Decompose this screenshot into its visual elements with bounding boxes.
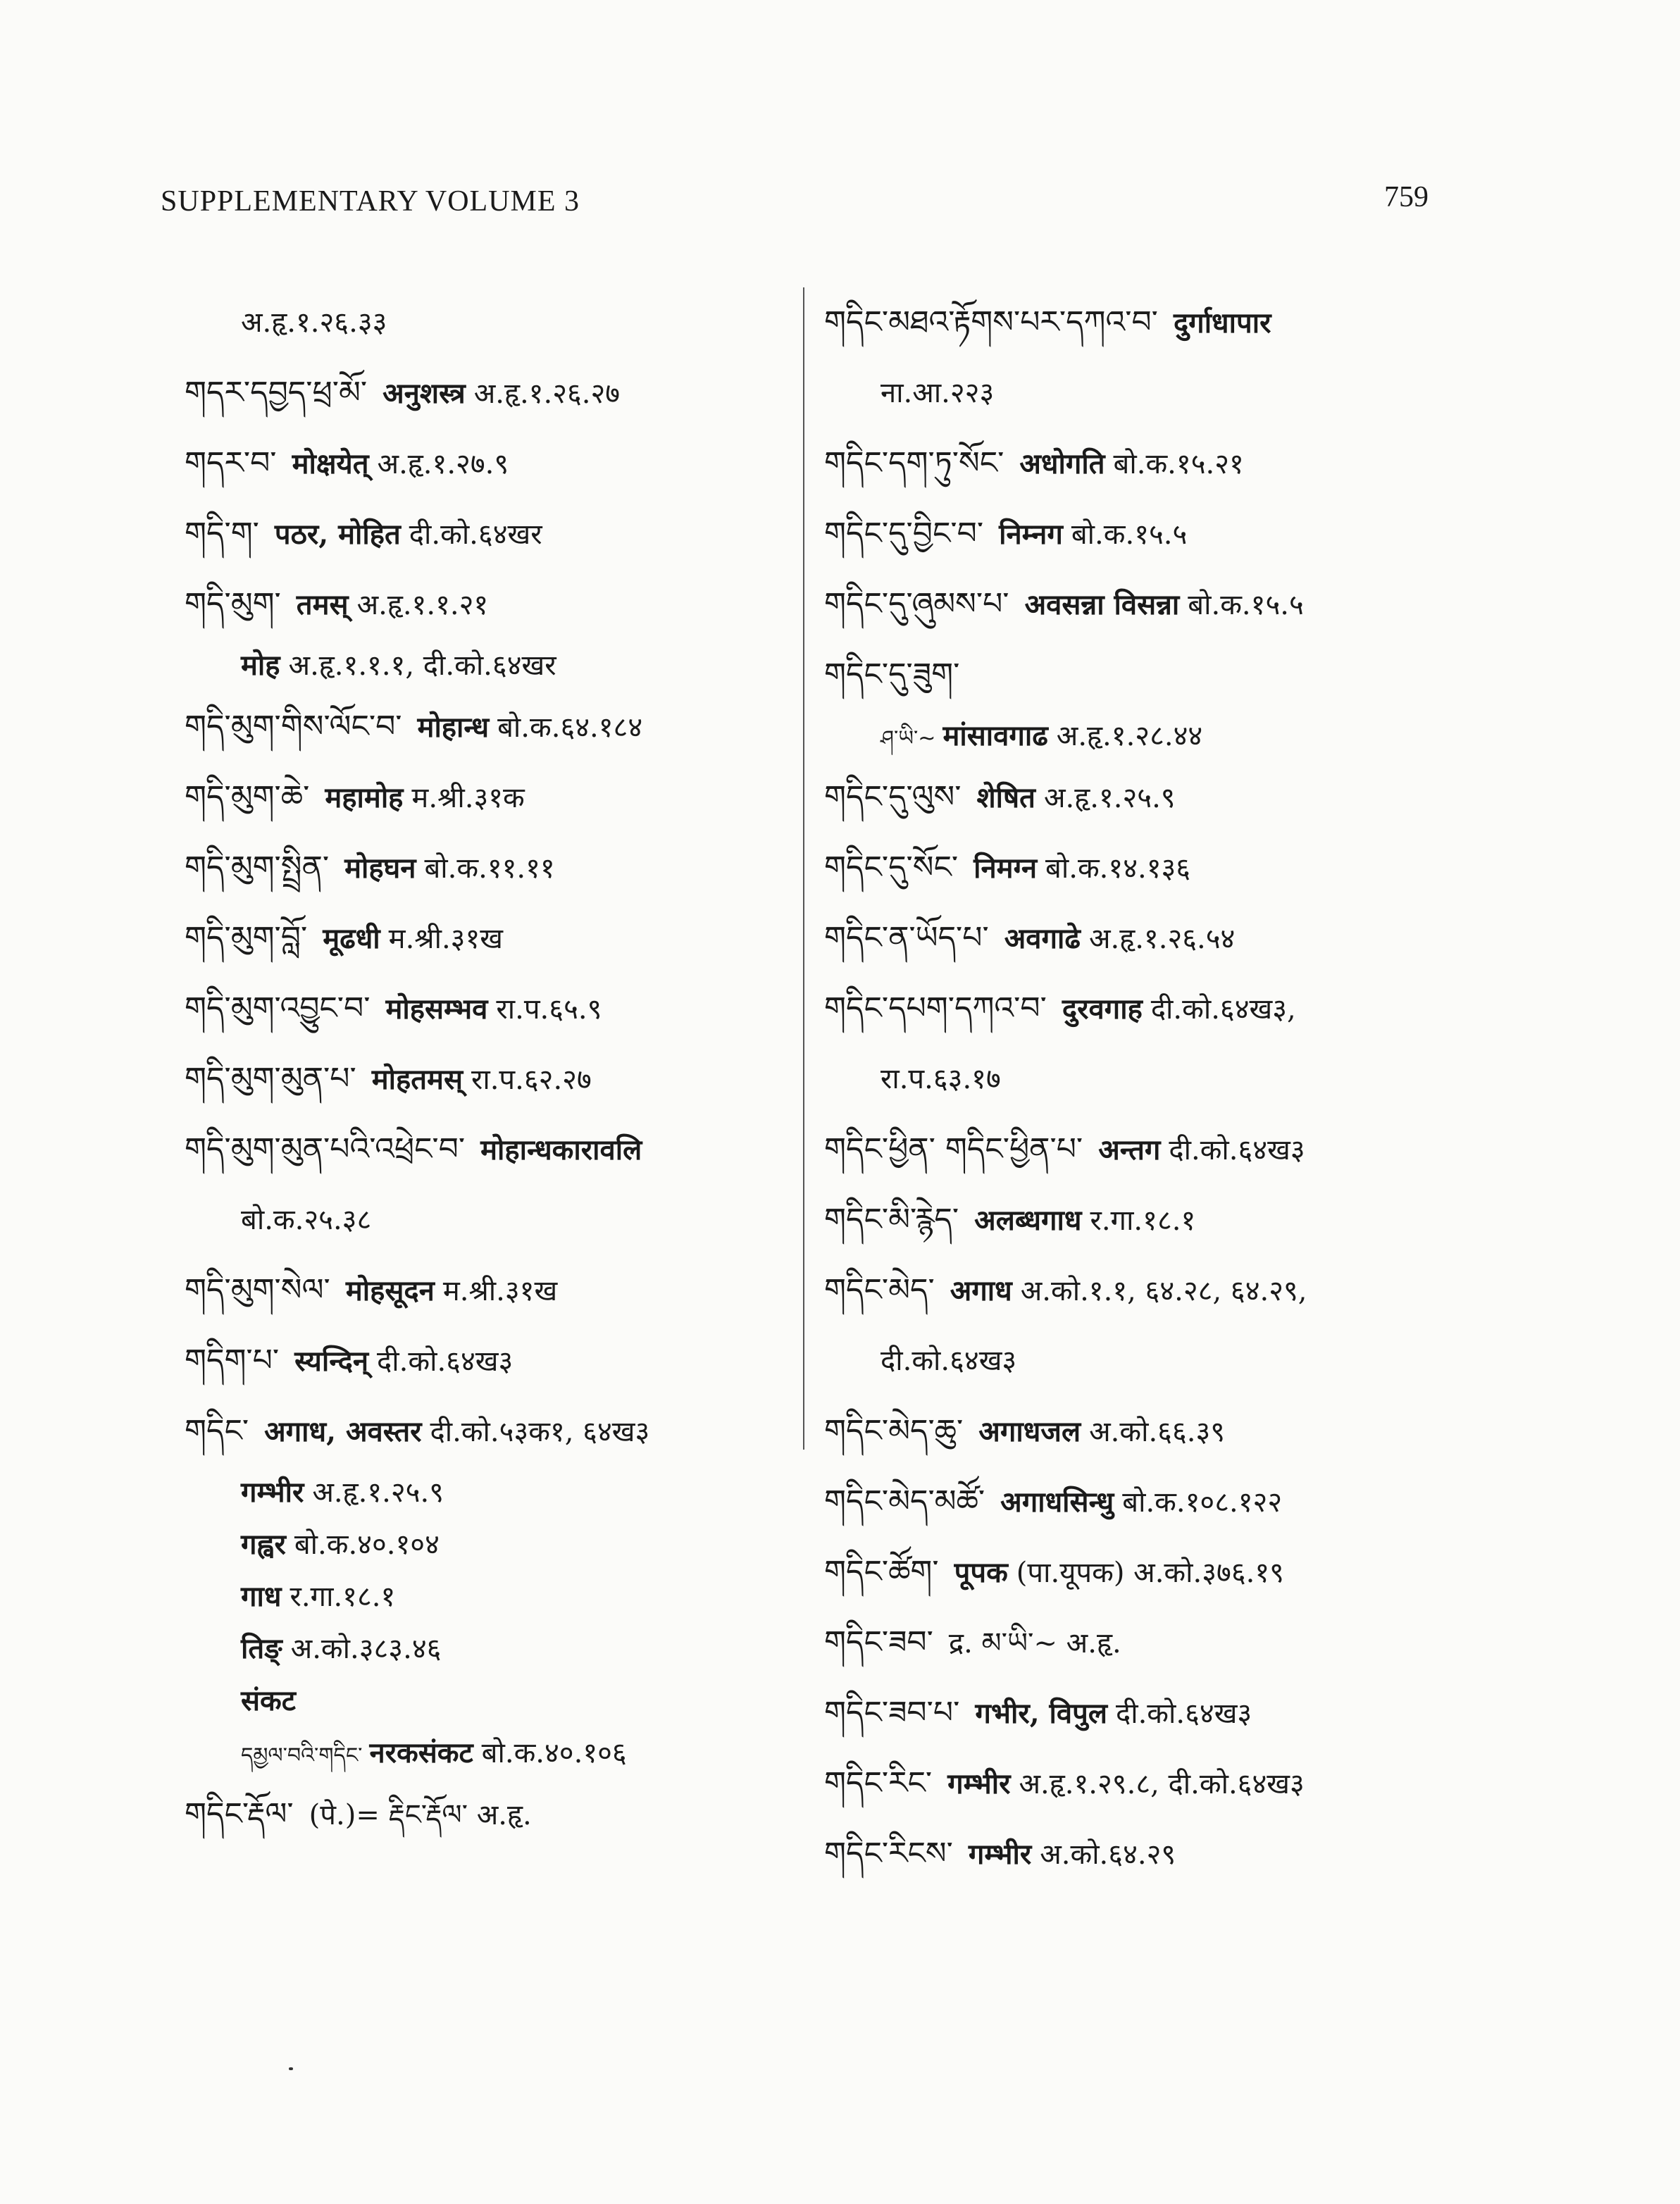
dictionary-entry [824,287,1458,358]
sub-entry [185,1727,804,1779]
sanskrit-equivalent: अन्तग [1098,1133,1161,1166]
tibetan-headword: གདིང་དུ་སོང་ [824,849,959,885]
stray-mark [289,2067,293,2070]
source-reference: अ.हृ.१.२७.९ [377,448,509,480]
sanskrit-equivalent: अगाध, अवस्तर [264,1415,422,1448]
tibetan-headword: གདིང་དག་ཏུ་སོང་ [824,445,1004,481]
tibetan-headword: གདི་མུག་བློ་ [185,920,308,956]
tibetan-headword: གདིང་དུ་ཞུམས་པ་ [824,586,1009,622]
dictionary-entry [824,1396,1458,1467]
tibetan-headword: གདིང་དུ་བྱིང་བ་ [824,516,984,552]
dictionary-entry [185,903,804,973]
dictionary-entry [824,640,1458,710]
source-reference: बो.क.१५.५ [1071,518,1188,551]
sanskrit-equivalent: निम्नग [999,518,1063,551]
tibetan-headword: གདིང་ཕྱིན་ གདིང་ཕྱིན་པ་ [824,1131,1083,1167]
source-reference: बो.क.२५.३८ [241,1204,372,1236]
dictionary-entry [185,358,804,428]
entry-continuation [824,1044,1458,1114]
source-reference: अ.हृ.१.२८.४४ [1056,720,1203,752]
dictionary-entry [824,973,1458,1044]
tibetan-headword: གདི་མུག་མུན་པའི་འཕྲེང་བ་ [185,1131,466,1167]
tibetan-headword: གདིང་མེད་མཚོ་ [824,1483,985,1519]
source-reference: दी.को.६४ख३, [1150,993,1296,1026]
dictionary-entry [185,569,804,640]
dictionary-entry [185,1044,804,1114]
tibetan-headword: གདར་བ་ [185,445,277,481]
tibetan-headword: གདི་མུག་སྤྲིན་ [185,849,330,885]
dictionary-entry [824,1185,1458,1255]
dictionary-entry [185,973,804,1044]
dictionary-entry [824,1748,1458,1819]
source-reference: अ.को.६४.२९ [1040,1838,1176,1871]
source-reference: रा.प.६२.२७ [471,1064,592,1096]
source-reference: बो.क.४०.१०६ [481,1737,627,1769]
source-reference: अ.को.३८३.४६ [290,1633,442,1665]
dictionary-entry [185,833,804,903]
sanskrit-equivalent: गम्भीर [241,1476,304,1509]
dictionary-entry [185,1255,804,1326]
sanskrit-equivalent: दुरवगाह [1062,992,1143,1026]
source-reference: बो.क.१५.२१ [1113,448,1244,480]
tibetan-headword: གདིང་མེད་ [824,1272,935,1308]
sanskrit-equivalent: पठर, मोहित [274,518,401,551]
sanskrit-equivalent: अगाध [950,1274,1012,1307]
sanskrit-equivalent: अनुशस्त्र [382,377,466,410]
tibetan-headword: གདིང་དུ་ཟུག་ [824,656,960,692]
source-reference: अ.हृ.१.२६.३३ [241,306,387,339]
source-reference: (पा.यूपक) अ.को.३७६.१९ [1016,1557,1284,1589]
sanskrit-equivalent: तिङ् [241,1632,282,1665]
tibetan-headword: གདིང་མཐའ་རྟོགས་པར་དཀའ་བ་ [824,304,1158,340]
dictionary-entry [185,692,804,762]
source-reference: र.गा.१८.१ [290,1581,396,1613]
source-reference: म.श्री.३१क [411,782,525,814]
right-column [824,287,1458,1889]
sanskrit-equivalent: अगाधसिन्धु [1000,1486,1114,1519]
source-reference: दी.को.६४खर [409,518,542,551]
sub-entry [824,710,1458,762]
sub-entry [185,1571,804,1623]
dictionary-entry [185,1114,804,1185]
tibetan-headword: གདི་མུག་གིས་ལོང་བ་ [185,709,402,745]
source-reference: दी.को.६४ख३ [881,1345,1017,1377]
tibetan-headword: གདིང་རིང་ [824,1765,933,1801]
source-reference: म.श्री.३१ख [388,923,504,955]
tibetan-headword: གདིང་མི་རྙེད་ [824,1202,959,1238]
sanskrit-equivalent: मोहसूदन [345,1274,435,1307]
tibetan-headword: གདིག་པ་ [185,1343,280,1378]
sanskrit-equivalent: गम्भीर [968,1838,1032,1871]
sanskrit-equivalent: स्यन्दिन् [294,1345,369,1378]
sanskrit-equivalent: तमस् [296,588,349,621]
sanskrit-equivalent: गभीर, विपुल [975,1697,1107,1730]
tibetan-headword: གདིང་ཟབ་པ་ [824,1695,960,1731]
sanskrit-equivalent: मोहघन [344,852,416,885]
tibetan-headword: གདི་མུག་ [185,586,281,622]
sanskrit-equivalent: निमग्न [973,852,1038,885]
source-reference: अ.हृ.१.२६.५४ [1088,923,1236,955]
sanskrit-equivalent: गह्वर [241,1528,286,1561]
sub-entry [185,640,804,692]
source-reference: अ.हृ.१.२५.९ [1043,782,1176,814]
tibetan-headword: གདིང་རིངས་ [824,1836,953,1872]
source-reference: र.गा.१८.१ [1090,1204,1196,1237]
tibetan-headword: གདི་མུག་མུན་པ་ [185,1061,356,1097]
source-reference: बो.क.११.११ [424,852,555,885]
tibetan-headword: གདིང་ [185,1413,249,1449]
source-reference: (पे.)= རྡིང་རྡོལ་ अ.हृ. [309,1799,532,1831]
dictionary-entry [824,1607,1458,1678]
entry-continuation [824,358,1458,428]
sanskrit-equivalent: मोहान्ध [417,711,490,744]
sub-entry [185,1675,804,1727]
tibetan-headword: གདི་མུག་སེལ་ [185,1272,330,1308]
dictionary-entry [185,762,804,833]
tibetan-headword: གདིང་རྡོལ་ [185,1796,294,1832]
dictionary-entry [824,1114,1458,1185]
dictionary-entry [824,1537,1458,1607]
tibetan-headword: གདིང་མེད་ཆུ་ [824,1413,964,1449]
dictionary-entry [824,903,1458,973]
source-reference: दी.को.६४ख३ [1115,1698,1252,1730]
source-reference: बो.क.१५.५ [1188,589,1304,621]
sanskrit-equivalent: मांसावगाढ [942,719,1048,752]
dictionary-entry [824,499,1458,569]
tibetan-headword: གདིང་ཟབ་ [824,1624,933,1660]
source-reference: दी.को.५३क१, ६४ख३ [430,1416,650,1448]
source-reference: अ.हृ.१.१.२१ [356,589,489,621]
sanskrit-equivalent: मोहसम्भव [385,992,488,1026]
sanskrit-equivalent: अवसन्ना विसन्ना [1024,588,1180,621]
dictionary-entry [824,1255,1458,1326]
source-reference: अ.हृ.१.२९.८, दी.को.६४ख३ [1019,1768,1305,1800]
sanskrit-equivalent: अलब्धगाध [974,1204,1082,1237]
source-reference: रा.प.६३.१७ [881,1063,1001,1095]
tibetan-compound: དམྱལ་བའི་གདིང་ [241,1743,363,1768]
source-reference: अ.को.६६.३९ [1089,1416,1226,1448]
tibetan-headword: གདིང་ན་ཡོད་པ་ [824,920,989,956]
sanskrit-equivalent: मोहान्धकारावलि [480,1133,642,1166]
dictionary-entry [185,1779,804,1850]
entry-continuation [824,1326,1458,1396]
dictionary-entry [824,428,1458,499]
dictionary-entry [185,1396,804,1467]
sanskrit-equivalent: शेषित [976,781,1035,814]
sanskrit-equivalent: अवगाढे [1004,922,1081,955]
sanskrit-equivalent: मोहतमस् [371,1063,463,1096]
tibetan-headword: གདར་དབྱད་ཕྲ་མོ་ [185,375,368,411]
column-divider [803,287,804,1450]
sanskrit-equivalent: नरकसंकट [369,1736,473,1769]
source-reference: अ.हृ.१.२५.९ [312,1476,444,1509]
sanskrit-equivalent: गाध [241,1580,282,1613]
source-reference: रा.प.६५.९ [496,993,602,1026]
dictionary-entry [824,1678,1458,1748]
sanskrit-equivalent: दुर्गाधापार [1173,306,1271,340]
tibetan-headword: གདིང་དཔག་དཀའ་བ་ [824,990,1047,1026]
dictionary-entry [824,762,1458,833]
running-title: SUPPLEMENTARY VOLUME 3 [161,185,580,218]
source-reference: बो.क.४०.१०४ [294,1529,440,1561]
source-reference: अ.हृ.१.१.१, दी.को.६४खर [288,649,556,682]
source-reference: अ.को.१.१, ६४.२८, ६४.२९, [1020,1275,1307,1307]
dictionary-entry [824,1467,1458,1537]
source-reference: दी.को.६४ख३ [377,1345,514,1378]
entry-continuation [185,287,804,358]
source-reference: म.श्री.३१ख [442,1275,558,1307]
dictionary-entry [824,833,1458,903]
tibetan-headword: གདིང་ཚོག་ [824,1554,939,1590]
tibetan-compound: ཤ་ཡི་~ [881,726,936,751]
page-header [161,181,1429,227]
dictionary-entry [824,1819,1458,1889]
source-reference: अ.हृ.१.२६.२७ [473,378,621,410]
tibetan-headword: གདི་མུག་ཆེ་ [185,779,310,815]
dictionary-entry [824,569,1458,640]
page-number: 759 [1384,181,1429,213]
left-column [185,287,804,1850]
sub-entry [185,1519,804,1571]
dictionary-entry [185,428,804,499]
sanskrit-equivalent: महामोह [325,781,404,814]
sub-entry [185,1467,804,1519]
dictionary-entry [185,499,804,569]
sanskrit-equivalent: गम्भीर [947,1767,1011,1800]
source-reference: दी.को.६४ख३ [1169,1134,1305,1166]
sub-entry [185,1623,804,1675]
entry-continuation [185,1185,804,1255]
source-reference: बो.क.१०८.१२२ [1122,1486,1283,1519]
sanskrit-equivalent: मूढधी [323,922,380,955]
dictionary-entry [185,1326,804,1396]
sanskrit-equivalent: अगाधजल [978,1415,1081,1448]
sanskrit-equivalent: मोक्षयेत् [292,447,369,480]
tibetan-headword: གདི་མུག་འབྱུང་བ་ [185,990,371,1026]
tibetan-headword: གདིང་དུ་ལུས་ [824,779,962,815]
source-reference: द्र. མ་ཡི་~ अ.हृ. [948,1627,1121,1660]
sanskrit-equivalent: मोह [241,649,280,682]
source-reference: बो.क.१४.१३६ [1045,852,1191,885]
sanskrit-equivalent: संकट [241,1684,296,1717]
sanskrit-equivalent: पूपक [954,1556,1008,1589]
sanskrit-equivalent: अधोगति [1019,447,1105,480]
source-reference: ना.आ.२२३ [881,377,995,409]
tibetan-headword: གདི་ག་ [185,516,259,552]
source-reference: बो.क.६४.१८४ [497,711,643,744]
